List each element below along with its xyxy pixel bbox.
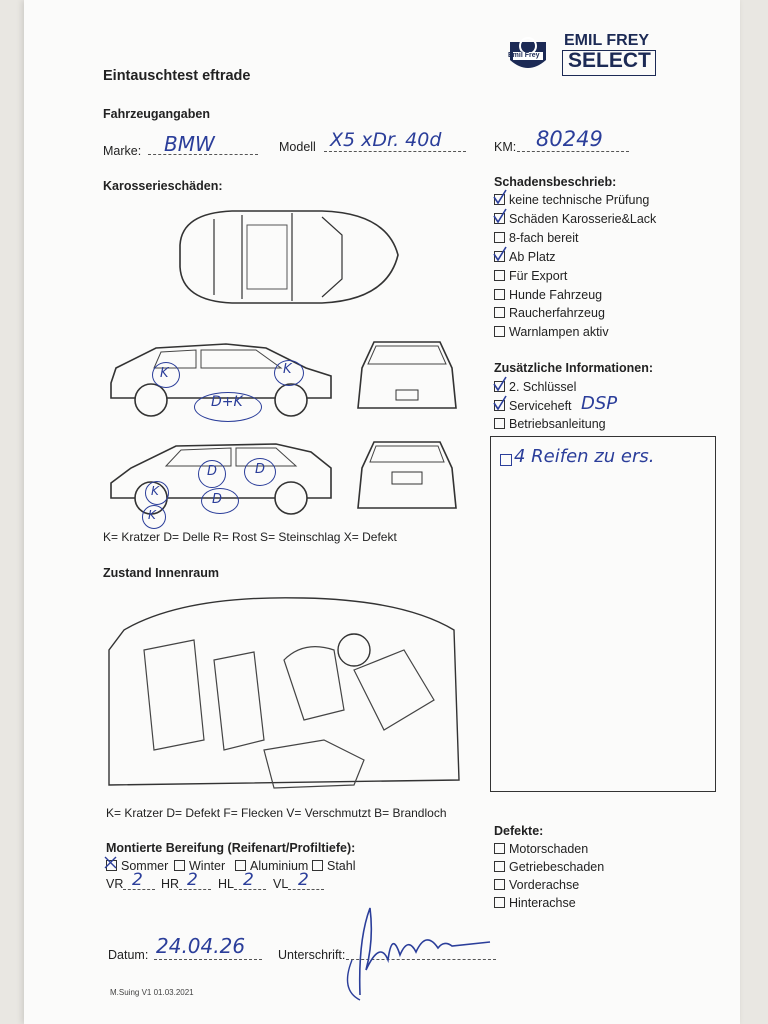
tires-heading: Montierte Bereifung (Reifenart/Profiltiefe): xyxy=(106,841,356,855)
body-damage-legend: K= Kratzer D= Delle R= Rost S= Steinschlag X= Defekt xyxy=(103,530,397,544)
checkbox-getriebeschaden[interactable]: Getriebeschaden xyxy=(494,860,604,874)
notes-box[interactable] xyxy=(490,436,716,792)
interior-legend: K= Kratzer D= Defekt F= Flecken V= Verschmutzt B= Brandloch xyxy=(106,806,447,820)
form-title: Eintauschtest eftrade xyxy=(103,68,251,84)
defects-heading: Defekte: xyxy=(494,824,544,838)
damage-mark-circle xyxy=(194,392,262,422)
damage-mark-circle xyxy=(145,481,169,505)
date-value[interactable]: 24.04.26 xyxy=(156,934,246,958)
modell-value[interactable]: X5 xDr. 40d xyxy=(330,129,442,151)
checkbox-schaeden-karosserie-lack[interactable]: Schäden Karosserie&Lack xyxy=(494,212,656,226)
damage-mark-circle xyxy=(152,362,180,388)
date-label: Datum: xyxy=(108,948,149,962)
damage-mark-circle xyxy=(198,460,226,488)
damage-mark-circle xyxy=(274,360,304,386)
check-mark-icon xyxy=(492,395,508,413)
depth-label-vl: VL xyxy=(273,877,289,891)
checkbox-betriebsanleitung[interactable]: Betriebsanleitung xyxy=(494,417,606,431)
checkbox-keine-technische-pruefung[interactable]: keine technische Prüfung xyxy=(494,193,649,207)
checkbox-stahl[interactable]: Stahl xyxy=(312,859,356,873)
notes-text[interactable]: 4 Reifen zu ers. xyxy=(514,446,655,467)
checkbox-warnlampen-aktiv[interactable]: Warnlampen aktiv xyxy=(494,325,609,339)
car-rear-view xyxy=(352,438,462,520)
damage-mark[interactable]: D+K xyxy=(211,394,243,410)
signature-label: Unterschrift: xyxy=(278,948,346,962)
damage-mark[interactable]: D xyxy=(212,492,223,507)
checkbox-serviceheft[interactable]: Serviceheft xyxy=(494,399,572,413)
checkbox-sommer[interactable]: Sommer xyxy=(106,859,168,873)
depth-label-hr: HR xyxy=(161,877,180,891)
checkbox-2-schluessel[interactable]: 2. Schlüssel xyxy=(494,380,576,394)
checkbox-ab-platz[interactable]: Ab Platz xyxy=(494,250,556,264)
damage-mark[interactable]: D xyxy=(255,462,266,477)
car-interior-diagram xyxy=(104,590,464,800)
check-mark-icon xyxy=(492,246,508,264)
logo-line1: EMIL FREY xyxy=(564,32,650,49)
damage-mark[interactable]: K xyxy=(160,366,169,381)
depth-label-hl: HL xyxy=(218,877,234,891)
depth-value-vl[interactable]: 2 xyxy=(298,870,309,890)
modell-label: Modell xyxy=(279,140,316,154)
logo-badge-text: Emil Frey xyxy=(508,52,540,59)
checkbox-hinterachse[interactable]: Hinterachse xyxy=(494,896,576,910)
damage-mark[interactable]: K xyxy=(151,484,159,498)
logo-line2: SELECT xyxy=(568,49,651,72)
additional-info-heading: Zusätzliche Informationen: xyxy=(494,361,654,375)
check-mark-icon xyxy=(492,208,508,226)
check-mark-icon xyxy=(104,855,120,873)
marke-value[interactable]: BMW xyxy=(164,132,215,156)
checkbox-vorderachse[interactable]: Vorderachse xyxy=(494,878,579,892)
damage-description-heading: Schadensbeschrieb: xyxy=(494,175,617,189)
checkbox-8-fach-bereit[interactable]: 8-fach bereit xyxy=(494,231,578,245)
checkbox-raucherfahrzeug[interactable]: Raucherfahrzeug xyxy=(494,306,605,320)
check-mark-icon xyxy=(492,189,508,207)
date-line xyxy=(154,959,262,960)
checkbox-hunde-fahrzeug[interactable]: Hunde Fahrzeug xyxy=(494,288,602,302)
damage-mark[interactable]: K xyxy=(283,362,292,377)
checkbox-motorschaden[interactable]: Motorschaden xyxy=(494,842,588,856)
checkbox-fuer-export[interactable]: Für Export xyxy=(494,269,567,283)
form-sheet xyxy=(24,0,740,1024)
serviceheft-note[interactable]: DSP xyxy=(581,393,618,414)
damage-mark[interactable]: D xyxy=(207,464,218,479)
modell-line xyxy=(324,151,466,152)
interior-heading: Zustand Innenraum xyxy=(103,566,219,580)
car-top-view xyxy=(172,205,402,310)
marke-label: Marke: xyxy=(103,144,142,158)
car-front-view xyxy=(352,338,462,420)
check-mark-icon xyxy=(492,376,508,394)
vehicle-heading: Fahrzeugangaben xyxy=(103,107,210,121)
signature-drawing xyxy=(330,900,490,1000)
depth-value-hr[interactable]: 2 xyxy=(187,870,198,890)
body-damage-heading: Karosserieschäden: xyxy=(103,179,223,193)
damage-mark[interactable]: K xyxy=(148,508,156,522)
km-label: KM: xyxy=(494,140,517,154)
notes-checkbox xyxy=(500,454,512,466)
depth-value-hl[interactable]: 2 xyxy=(243,870,254,890)
damage-mark-circle xyxy=(142,505,166,529)
km-value[interactable]: 80249 xyxy=(536,127,603,151)
km-line xyxy=(517,151,629,152)
checkbox-aluminium[interactable]: Aluminium xyxy=(235,859,308,873)
version-text: M.Suing V1 01.03.2021 xyxy=(110,988,194,997)
damage-mark-circle xyxy=(201,488,239,514)
depth-value-vr[interactable]: 2 xyxy=(132,870,143,890)
depth-label-vr: VR xyxy=(106,877,124,891)
emil-frey-logo xyxy=(504,30,664,80)
checkbox-winter[interactable]: Winter xyxy=(174,859,225,873)
damage-mark-circle xyxy=(244,458,276,486)
